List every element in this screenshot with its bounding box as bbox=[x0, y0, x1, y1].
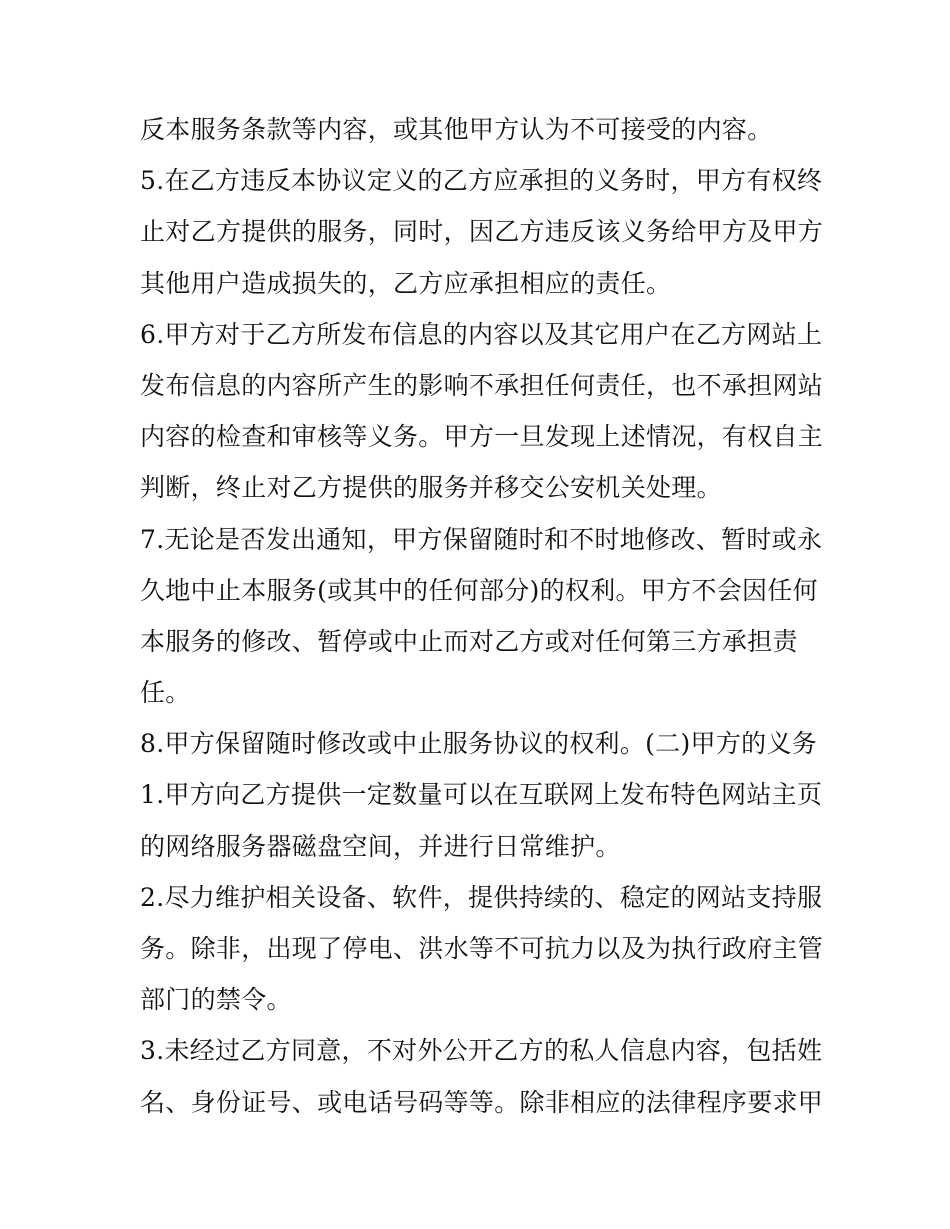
text-line: 反本服务条款等内容，或其他甲方认为不可接受的内容。 bbox=[140, 115, 773, 144]
text-line: 2.尽力维护相关设备、软件，提供持续的、稳定的网站支持服 bbox=[140, 882, 823, 912]
text-line: 止对乙方提供的服务，同时，因乙方违反该义务给甲方及甲方 bbox=[140, 217, 824, 247]
text-line: 7.无论是否发出通知，甲方保留随时和不时地修改、暂时或永 bbox=[140, 524, 823, 554]
text-line: 8.甲方保留随时修改或中止服务协议的权利。(二)甲方的义务 bbox=[140, 729, 818, 759]
body-text bbox=[140, 104, 824, 1128]
text-line: 部门的禁令。 bbox=[140, 985, 292, 1015]
text-line: 判断，终止对乙方提供的服务并移交公安机关处理。 bbox=[140, 473, 722, 503]
text-line: 1.甲方向乙方提供一定数量可以在互联网上发布特色网站主页 bbox=[140, 780, 823, 810]
text-line: 的网络服务器磁盘空间，并进行日常维护。 bbox=[140, 831, 621, 861]
text-line: 内容的检查和审核等义务。甲方一旦发现上述情况，有权自主 bbox=[140, 422, 824, 452]
text-line: 任。 bbox=[140, 678, 191, 708]
text-line: 3.未经过乙方同意，不对外公开乙方的私人信息内容，包括姓 bbox=[140, 1036, 823, 1066]
text-line: 其他用户造成损失的，乙方应承担相应的责任。 bbox=[140, 268, 672, 298]
text-line: 发布信息的内容所产生的影响不承担任何责任，也不承担网站 bbox=[140, 370, 824, 400]
text-line: 本服务的修改、暂停或中止而对乙方或对任何第三方承担责 bbox=[140, 626, 798, 656]
text-line: 久地中止本服务(或其中的任何部分)的权利。甲方不会因任何 bbox=[140, 575, 818, 605]
text-line: 5.在乙方违反本协议定义的乙方应承担的义务时，甲方有权终 bbox=[140, 166, 823, 196]
text-line: 名、身份证号、或电话号码等等。除非相应的法律程序要求甲 bbox=[140, 1087, 824, 1117]
text-line: 务。除非，出现了停电、洪水等不可抗力以及为执行政府主管 bbox=[140, 934, 824, 963]
text-line: 6.甲方对于乙方所发布信息的内容以及其它用户在乙方网站上 bbox=[140, 319, 823, 349]
